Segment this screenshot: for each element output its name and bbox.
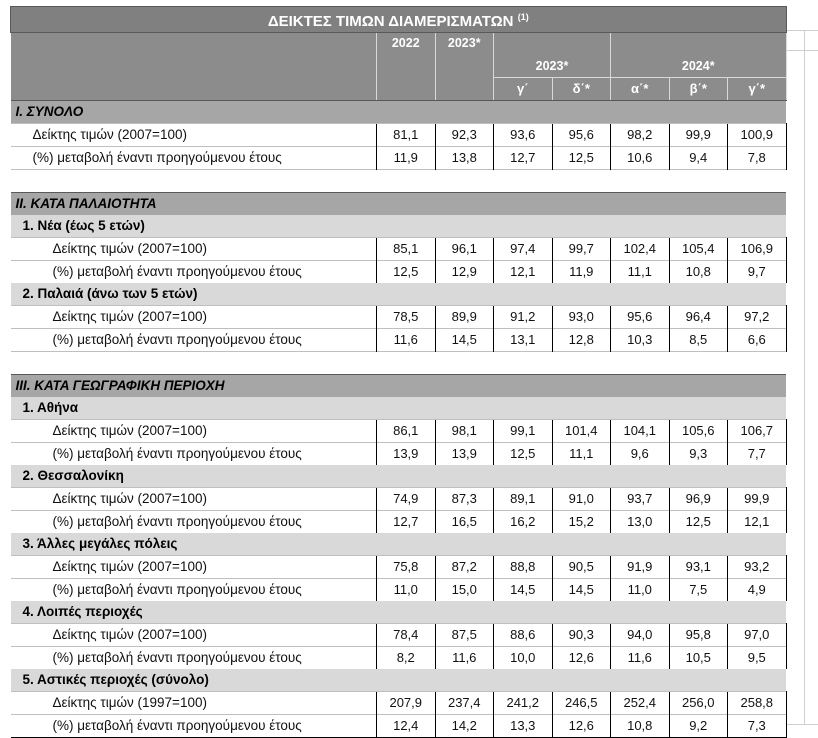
value-cell: 13,9 <box>435 443 494 466</box>
value-cell: 12,8 <box>552 329 611 352</box>
value-cell: 93,2 <box>728 556 787 579</box>
table-row <box>11 420 787 443</box>
value-cell: 104,1 <box>611 420 670 443</box>
value-cell: 246,5 <box>552 692 611 715</box>
price-index-table <box>10 6 787 738</box>
value-cell: 88,8 <box>494 556 553 579</box>
value-cell: 11,6 <box>611 647 670 670</box>
value-cell: 98,1 <box>435 420 494 443</box>
table-row <box>11 579 787 602</box>
table-row <box>11 261 787 284</box>
spacer-row <box>11 352 787 375</box>
sheet-gridline <box>786 50 818 51</box>
value-cell: 7,7 <box>728 443 787 466</box>
value-cell: 11,1 <box>611 261 670 284</box>
header-group-2023: 2023* <box>494 55 611 78</box>
table-row <box>11 488 787 511</box>
table-row <box>11 692 787 715</box>
value-cell: 8,2 <box>377 647 436 670</box>
row-label: Δείκτης τιμών (2007=100) <box>11 238 377 261</box>
value-cell: 11,0 <box>611 579 670 602</box>
row-label: (%) μεταβολή έναντι προηγούμενου έτους <box>11 261 377 284</box>
row-label: Δείκτης τιμών (2007=100) <box>11 306 377 329</box>
spacer-row <box>11 170 787 193</box>
header-year-2022: 2022 <box>377 33 436 101</box>
value-cell: 12,7 <box>494 147 553 170</box>
section-total <box>11 101 787 124</box>
subsection-old <box>11 283 787 306</box>
header-quarter: γ΄* <box>728 78 787 101</box>
value-cell: 78,4 <box>377 624 436 647</box>
value-cell: 106,7 <box>728 420 787 443</box>
table-title-row <box>11 7 787 33</box>
table-row <box>11 647 787 670</box>
value-cell: 12,9 <box>435 261 494 284</box>
subsection-title: 1. Αθήνα <box>11 397 787 420</box>
value-cell: 9,2 <box>669 715 728 738</box>
value-cell: 97,0 <box>728 624 787 647</box>
value-cell: 9,4 <box>669 147 728 170</box>
sheet-gridline <box>786 724 818 725</box>
value-cell: 7,8 <box>728 147 787 170</box>
value-cell: 99,9 <box>728 488 787 511</box>
value-cell: 12,1 <box>494 261 553 284</box>
table-row <box>11 306 787 329</box>
value-cell: 85,1 <box>377 238 436 261</box>
section-by-region <box>11 375 787 398</box>
value-cell: 106,9 <box>728 238 787 261</box>
table-row <box>11 556 787 579</box>
header-spacer <box>494 33 611 56</box>
value-cell: 96,4 <box>669 306 728 329</box>
section-by-age <box>11 193 787 216</box>
value-cell: 86,1 <box>377 420 436 443</box>
value-cell: 93,0 <box>552 306 611 329</box>
value-cell: 14,5 <box>435 329 494 352</box>
table-row <box>11 624 787 647</box>
value-cell: 99,1 <box>494 420 553 443</box>
value-cell: 87,5 <box>435 624 494 647</box>
value-cell: 14,5 <box>552 579 611 602</box>
value-cell: 258,8 <box>728 692 787 715</box>
value-cell: 13,3 <box>494 715 553 738</box>
value-cell: 91,9 <box>611 556 670 579</box>
header-row-1 <box>11 33 787 56</box>
value-cell: 12,4 <box>377 715 436 738</box>
header-blank <box>11 33 377 101</box>
value-cell: 99,7 <box>552 238 611 261</box>
value-cell: 10,8 <box>669 261 728 284</box>
value-cell: 89,1 <box>494 488 553 511</box>
value-cell: 94,0 <box>611 624 670 647</box>
row-label: (%) μεταβολή έναντι προηγούμενου έτους <box>11 329 377 352</box>
value-cell: 11,9 <box>552 261 611 284</box>
value-cell: 11,1 <box>552 443 611 466</box>
value-cell: 78,5 <box>377 306 436 329</box>
value-cell: 89,9 <box>435 306 494 329</box>
row-label: (%) μεταβολή έναντι προηγούμενου έτους <box>11 147 377 170</box>
header-spacer <box>611 33 787 56</box>
header-quarter: β΄* <box>669 78 728 101</box>
table-row <box>11 715 787 738</box>
value-cell: 15,2 <box>552 511 611 534</box>
subsection-urban-areas <box>11 669 787 692</box>
table-row <box>11 443 787 466</box>
value-cell: 4,9 <box>728 579 787 602</box>
subsection-title: 5. Αστικές περιοχές (σύνολο) <box>11 669 787 692</box>
value-cell: 88,6 <box>494 624 553 647</box>
value-cell: 10,6 <box>611 147 670 170</box>
value-cell: 15,0 <box>435 579 494 602</box>
subsection-athens <box>11 397 787 420</box>
value-cell: 12,5 <box>669 511 728 534</box>
subsection-new <box>11 215 787 238</box>
value-cell: 9,3 <box>669 443 728 466</box>
value-cell: 10,0 <box>494 647 553 670</box>
header-quarter: α΄* <box>611 78 670 101</box>
value-cell: 13,1 <box>494 329 553 352</box>
value-cell: 11,9 <box>377 147 436 170</box>
subsection-title: 4. Λοιπές περιοχές <box>11 601 787 624</box>
header-year-2023: 2023* <box>435 33 494 101</box>
table-row <box>11 238 787 261</box>
value-cell: 95,6 <box>611 306 670 329</box>
value-cell: 6,6 <box>728 329 787 352</box>
sheet-gridline <box>786 30 818 31</box>
row-label: Δείκτης τιμών (1997=100) <box>11 692 377 715</box>
value-cell: 91,2 <box>494 306 553 329</box>
value-cell: 74,9 <box>377 488 436 511</box>
row-label: (%) μεταβολή έναντι προηγούμενου έτους <box>11 647 377 670</box>
value-cell: 207,9 <box>377 692 436 715</box>
subsection-other-cities <box>11 533 787 556</box>
value-cell: 101,4 <box>552 420 611 443</box>
value-cell: 90,5 <box>552 556 611 579</box>
value-cell: 11,6 <box>377 329 436 352</box>
value-cell: 10,8 <box>611 715 670 738</box>
value-cell: 16,5 <box>435 511 494 534</box>
value-cell: 12,7 <box>377 511 436 534</box>
subsection-title: 3. Άλλες μεγάλες πόλεις <box>11 533 787 556</box>
value-cell: 14,2 <box>435 715 494 738</box>
row-label: Δείκτης τιμών (2007=100) <box>11 488 377 511</box>
value-cell: 97,2 <box>728 306 787 329</box>
section-title: Ι. ΣΥΝΟΛΟ <box>11 101 787 124</box>
value-cell: 9,6 <box>611 443 670 466</box>
value-cell: 100,9 <box>728 124 787 147</box>
value-cell: 9,5 <box>728 647 787 670</box>
table-title: ΔΕΙΚΤΕΣ ΤΙΜΩΝ ΔΙΑΜΕΡΙΣΜΑΤΩΝ $^{(1)}$ <box>11 7 787 33</box>
table-row <box>11 511 787 534</box>
value-cell: 11,6 <box>435 647 494 670</box>
value-cell: 95,8 <box>669 624 728 647</box>
value-cell: 237,4 <box>435 692 494 715</box>
header-quarter: δ΄* <box>552 78 611 101</box>
value-cell: 9,7 <box>728 261 787 284</box>
row-label: (%) μεταβολή έναντι προηγούμενου έτους <box>11 715 377 738</box>
subsection-thessaloniki <box>11 465 787 488</box>
row-label: (%) μεταβολή έναντι προηγούμενου έτους <box>11 511 377 534</box>
value-cell: 241,2 <box>494 692 553 715</box>
value-cell: 93,6 <box>494 124 553 147</box>
row-label: Δείκτης τιμών (2007=100) <box>11 624 377 647</box>
value-cell: 8,5 <box>669 329 728 352</box>
value-cell: 10,5 <box>669 647 728 670</box>
section-title: ΙΙΙ. ΚΑΤΑ ΓΕΩΓΡΑΦΙΚΗ ΠΕΡΙΟΧΗ <box>11 375 787 398</box>
value-cell: 96,9 <box>669 488 728 511</box>
row-label: (%) μεταβολή έναντι προηγούμενου έτους <box>11 443 377 466</box>
row-label: (%) μεταβολή έναντι προηγούμενου έτους <box>11 579 377 602</box>
value-cell: 12,5 <box>377 261 436 284</box>
row-label: Δείκτης τιμών (2007=100) <box>11 556 377 579</box>
subsection-title: 1. Νέα (έως 5 ετών) <box>11 215 787 238</box>
value-cell: 12,6 <box>552 715 611 738</box>
subsection-other-areas <box>11 601 787 624</box>
value-cell: 14,5 <box>494 579 553 602</box>
value-cell: 93,1 <box>669 556 728 579</box>
value-cell: 256,0 <box>669 692 728 715</box>
value-cell: 12,5 <box>552 147 611 170</box>
value-cell: 98,2 <box>611 124 670 147</box>
table-row <box>11 329 787 352</box>
value-cell: 97,4 <box>494 238 553 261</box>
value-cell: 13,9 <box>377 443 436 466</box>
value-cell: 11,0 <box>377 579 436 602</box>
value-cell: 99,9 <box>669 124 728 147</box>
value-cell: 16,2 <box>494 511 553 534</box>
subsection-title: 2. Θεσσαλονίκη <box>11 465 787 488</box>
row-label: Δείκτης τιμών (2007=100) <box>11 124 377 147</box>
value-cell: 96,1 <box>435 238 494 261</box>
title-footnote: (1) <box>517 12 529 22</box>
value-cell: 90,3 <box>552 624 611 647</box>
value-cell: 95,6 <box>552 124 611 147</box>
value-cell: 13,8 <box>435 147 494 170</box>
value-cell: 7,3 <box>728 715 787 738</box>
value-cell: 105,6 <box>669 420 728 443</box>
section-title: ΙΙ. ΚΑΤΑ ΠΑΛΑΙΟΤΗΤΑ <box>11 193 787 216</box>
value-cell: 93,7 <box>611 488 670 511</box>
value-cell: 92,3 <box>435 124 494 147</box>
value-cell: 87,3 <box>435 488 494 511</box>
value-cell: 105,4 <box>669 238 728 261</box>
table-row <box>11 124 787 147</box>
value-cell: 10,3 <box>611 329 670 352</box>
table-row <box>11 147 787 170</box>
value-cell: 91,0 <box>552 488 611 511</box>
sheet-gridline <box>804 30 805 724</box>
value-cell: 252,4 <box>611 692 670 715</box>
subsection-title: 2. Παλαιά (άνω των 5 ετών) <box>11 283 787 306</box>
header-group-2024: 2024* <box>611 55 787 78</box>
value-cell: 81,1 <box>377 124 436 147</box>
value-cell: 102,4 <box>611 238 670 261</box>
value-cell: 12,6 <box>552 647 611 670</box>
row-label: Δείκτης τιμών (2007=100) <box>11 420 377 443</box>
value-cell: 12,1 <box>728 511 787 534</box>
value-cell: 87,2 <box>435 556 494 579</box>
value-cell: 12,5 <box>494 443 553 466</box>
value-cell: 75,8 <box>377 556 436 579</box>
value-cell: 13,0 <box>611 511 670 534</box>
value-cell: 7,5 <box>669 579 728 602</box>
header-quarter: γ΄ <box>494 78 553 101</box>
